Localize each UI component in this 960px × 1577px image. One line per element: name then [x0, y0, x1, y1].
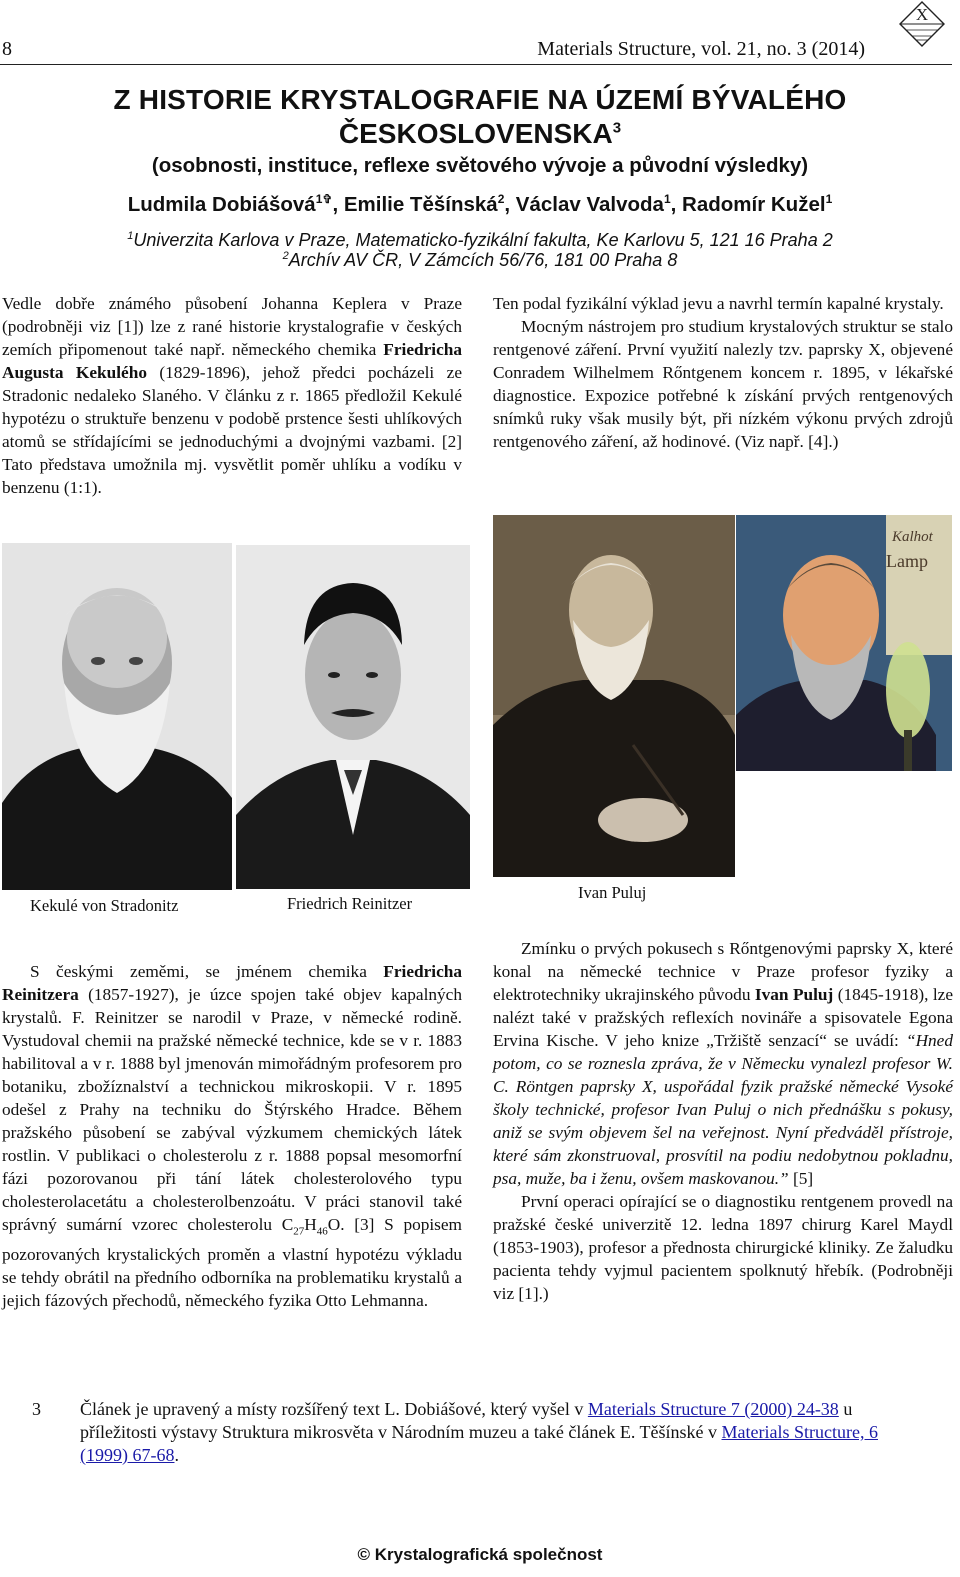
affiliation-1: $^1$Univerzita Karlova v Praze, Matematicko-fyzikální fakulta, Ke Karlovu 5, 121 16 Praha 2: [127, 230, 833, 250]
crystal-society-logo-icon: [892, 0, 952, 48]
portrait-puluj-photo: [493, 515, 735, 877]
paragraph-maydl: První operaci opírající se o diagnostiku rentgenem provedl na pražské české univerzitě 12. ledna 1897 chirurg Karel Maydl (1853-1903), profesor a přednosta chirurgické kliniky. Ze žaludku pacienta tehdy vyjmul pacientem spolknutý hřebík. (Podrobněji viz [1].): [493, 1192, 953, 1303]
page-footer-copyright: © Krystalografická společnost: [357, 1545, 603, 1564]
poster-text-2: Lamp: [886, 551, 928, 571]
article-title-line-1: Z HISTORIE KRYSTALOGRAFIE NA ÚZEMÍ BÝVALÉHO: [113, 84, 847, 115]
footnote-number: 3: [32, 1399, 41, 1419]
caption-reinitzer: Friedrich Reinitzer: [287, 894, 413, 913]
page-header: [0, 0, 960, 68]
footnote-link-ms7[interactable]: Materials Structure 7 (2000) 24-38: [587, 1399, 839, 1419]
paragraph-reinitzer: S českými zeměmi, se jménem chemika Friedricha Reinitzera (1857-1927), je úzce spojen také objev kapalných krystalů. F. Reinitzer se narodil v Praze, v německé rodině. Vystudoval chemii na pražské německé technice, kde se v r. 1883 habilitoval a v r. 1888 byl jmenován mimořádným profesorem pro botaniku, zbožíznalství a technickou mikroskopii. V r. 1895 odešel z Prahy na techniku do Štýrského Hradce. Během pražského působení se zabýval výzkumem chemických látek rostlin. V publikaci o cholesterolu z r. 1888 popsal mesomorfní fázi pozorovanou při tání látek cholesterolového typu cholesterolacetátu a cholesterolbenzoátu. V práci stanovil také správný sumární vzorec cholesterolu $C_{27}H_{46}O$. [3] S popisem pozorovaných krystalických proměn a vlastní hypotézu výkladu se tehdy obrátil na předního odborníka na problematiku krystalů a jejich fázových přechodů, německého fyzika Otto Lehmanna.: [2, 962, 462, 1311]
journal-reference: Materials Structure, vol. 21, no. 3 (2014): [537, 38, 865, 60]
paragraph-kekule: Vedle dobře známého působení Johanna Keplera v Praze (podrobněji viz [1]) lze z rané historie krystalografie v českých zemích připomenout také např. německého chemika Friedricha Augusta Kekulého (1829-1896), jehož předci pocházeli ze Stradonic nedaleko Slaného. V článku z r. 1865 předložil Kekulé hypotézu o struktuře benzenu v podobě prstence šesti uhlíkových atomů se střídajícími se jednoduchými a dvojnými vazbami. [2] Tato představa umožnila mj. vysvětlit poměr uhlíku a vodíku v benzenu (1:1).: [2, 294, 462, 497]
footnote-text: Článek je upravený a místy rozšířený text L. Dobiášové, který vyšel v Materials Structure 7 (2000) 24-38 u příležitosti výstavy Struktura mikrosvěta v Národním muzeu a také článek E. Těšínské v Materials Structure, 6 (1999) 67-68.: [80, 1399, 878, 1465]
author-name: Emilie Těšínská: [343, 192, 498, 216]
body-text-right-top: [493, 292, 953, 453]
author-name: Radomír Kužel: [682, 192, 826, 216]
caption-puluj: Ivan Puluj: [578, 883, 647, 902]
portrait-puluj-painting: [736, 515, 952, 771]
paragraph-puluj: Zmínku o prvých pokusech s Rőntgenovými paprsky X, které konal na německé technice v Praze profesor fyziky a elektrotechniky ukrajinského původu Ivan Puluj (1845-1918), lze nalézt také v pražských reflexích novináře a spisovatele Egona Ervina Kische. V jeho knize „Tržiště senzací“ se uvádí: “Hned potom, co se roznesla zpráva, že v Německu vynalezl profesor W. C. Röntgen paprsky X, uspořádal fyzik pražské německé Vysoké školy technické, profesor Ivan Puluj o nich přednášku s pokusy, aniž se svým objevem šel na veřejnost. Nyní předváděl přístroje, které sám zkonstruoval, prosvítil na podiu nedobytnou pokladnu, psa, muže, ba i ženu, ovšem maskovanou.” [5]: [493, 939, 953, 1188]
body-text-left-top: [2, 292, 462, 499]
article-title-line-2: ČESKOSLOVENSKA$^3$: [338, 118, 622, 149]
portrait-kekule: [2, 543, 232, 890]
footnote-link-ms6[interactable]: Materials Structure, 6 (1999) 67-68: [80, 1422, 878, 1465]
body-text-left-bottom: [2, 960, 462, 1312]
body-text-right-bottom: [493, 937, 953, 1305]
caption-kekule: Kekulé von Stradonitz: [30, 896, 179, 915]
author-name: Ludmila Dobiášová: [127, 192, 316, 216]
paragraph-xray: Mocným nástrojem pro studium krystalových struktur se stalo rentgenové záření. První využití nalezly tzv. paprsky X, objevené Conradem Wilhelmem Rőntgenem koncem r. 1895, v lékařské diagnostice. Expozice potřebné k získání prvých rentgenových snímků ruky však musily být, při nízkém výkonu prvých zdrojů rentgenového záření, až hodinové. (Viz např. [4].): [493, 317, 953, 451]
portrait-reinitzer: [236, 545, 470, 889]
author-name: Václav Valvoda: [515, 192, 664, 216]
page-number: 8: [2, 38, 12, 60]
article-subtitle: (osobnosti, instituce, reflexe světového vývoje a původní výsledky): [151, 154, 809, 177]
logo-letter: X: [915, 5, 929, 24]
affiliation-2: $^2$Archív AV ČR, V Zámcích 56/76, 181 00 Praha 8: [282, 250, 678, 270]
paragraph-lehmann: Ten podal fyzikální výklad jevu a navrhl termín kapalné krystaly.: [493, 294, 944, 313]
header-rule: [0, 64, 952, 65]
poster-text-1: Kalhot: [892, 529, 933, 545]
author-list: Ludmila Dobiášová$^{1✞}$, Emilie Těšínská$^2$, Václav Valvoda$^1$, Radomír Kužel$^1$: [127, 192, 833, 216]
